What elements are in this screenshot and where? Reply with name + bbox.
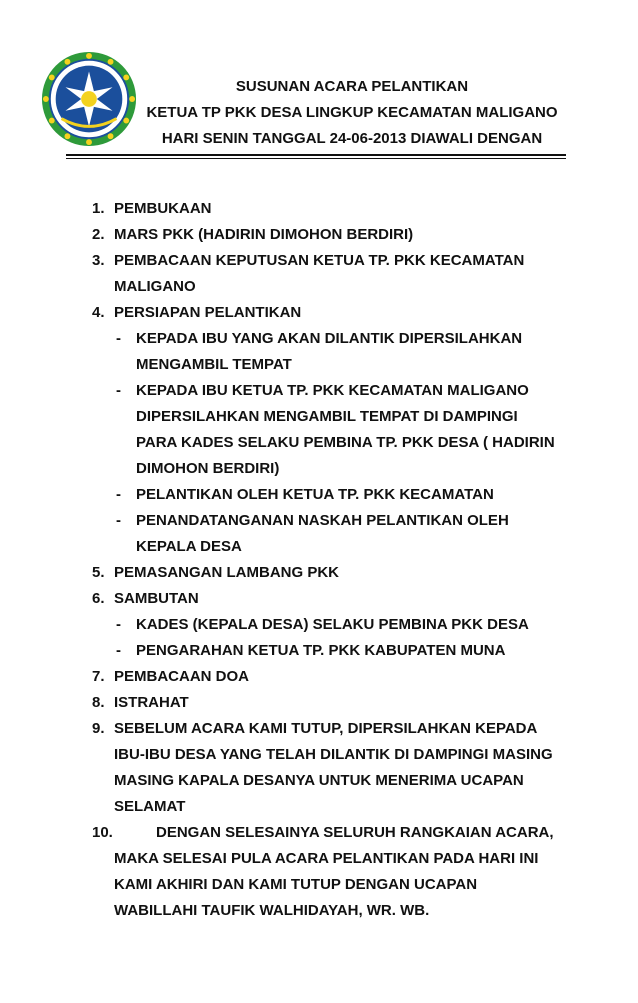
sub-item-cont: KEPALA DESA [136,538,242,555]
sub-item: PELANTIKAN OLEH KETUA TP. PKK KECAMATAN [136,486,494,503]
agenda-item-4: PERSIAPAN PELANTIKAN [114,304,302,321]
title-line-3: HARI SENIN TANGGAL 24-06-2013 DIAWALI DENGAN [161,130,543,147]
bullet-dash: - [116,512,121,529]
agenda-item-3: PEMBACAAN KEPUTUSAN KETUA TP. PKK KECAMATAN [114,252,525,269]
agenda-item-5: PEMASANGAN LAMBANG PKK [114,564,339,581]
bullet-dash: - [116,642,121,659]
item-number: 1. [92,200,105,217]
agenda-item-3-cont: MALIGANO [114,278,196,295]
sub-item-cont: DIMOHON BERDIRI) [136,460,280,477]
title-line-2: KETUA TP PKK DESA LINGKUP KECAMATAN MALIGANO [146,104,558,121]
agenda-item-2: MARS PKK (HADIRIN DIMOHON BERDIRI) [114,226,414,243]
sub-item-cont: DIPERSILAHKAN MENGAMBIL TEMPAT DI DAMPINGI [136,408,518,425]
bullet-dash: - [116,616,121,633]
agenda-item-8: ISTRAHAT [114,694,189,711]
bullet-dash: - [116,486,121,503]
agenda-item-6: SAMBUTAN [114,590,199,607]
item-number: 2. [92,226,105,243]
item-number: 5. [92,564,105,581]
agenda-item-9-cont: SELAMAT [114,798,186,815]
item-number: 9. [92,720,105,737]
sub-item: KEPADA IBU YANG AKAN DILANTIK DIPERSILAHKAN [136,330,523,347]
sub-item: PENGARAHAN KETUA TP. PKK KABUPATEN MUNA [136,642,506,659]
item-number: 4. [92,304,105,321]
sub-item: PENANDATANGANAN NASKAH PELANTIKAN OLEH [136,512,509,529]
sub-item: KEPADA IBU KETUA TP. PKK KECAMATAN MALIGANO [136,382,529,399]
agenda-item-9-cont: IBU-IBU DESA YANG TELAH DILANTIK DI DAMPINGI MASING [114,746,553,763]
agenda-item-1: PEMBUKAAN [114,200,212,217]
agenda-item-10-cont: KAMI AKHIRI DAN KAMI TUTUP DENGAN UCAPAN [114,876,478,893]
item-number: 10. [92,824,113,841]
agenda-item-10-cont: WABILLAHI TAUFIK WALHIDAYAH, WR. WB. [114,902,430,919]
item-number: 6. [92,590,105,607]
sub-item-cont: PARA KADES SELAKU PEMBINA TP. PKK DESA ( HADIRIN [136,434,555,451]
bullet-dash: - [116,382,121,399]
item-number: 8. [92,694,105,711]
item-number: 3. [92,252,105,269]
agenda-item-10-cont: MAKA SELESAI PULA ACARA PELANTIKAN PADA HARI INI [114,850,539,867]
agenda-item-7: PEMBACAAN DOA [114,668,249,685]
item-number: 7. [92,668,105,685]
agenda-item-10: DENGAN SELESAINYA SELURUH RANGKAIAN ACARA, [156,824,554,841]
sub-item-cont: MENGAMBIL TEMPAT [136,356,292,373]
agenda-item-9: SEBELUM ACARA KAMI TUTUP, DIPERSILAHKAN KEPADA [114,720,538,737]
agenda-item-9-cont: MASING KAPALA DESANYA UNTUK MENERIMA UCAPAN [114,772,524,789]
title-line-1: SUSUNAN ACARA PELANTIKAN [235,78,469,95]
bullet-dash: - [116,330,121,347]
sub-item: KADES (KEPALA DESA) SELAKU PEMBINA PKK DESA [136,616,529,633]
